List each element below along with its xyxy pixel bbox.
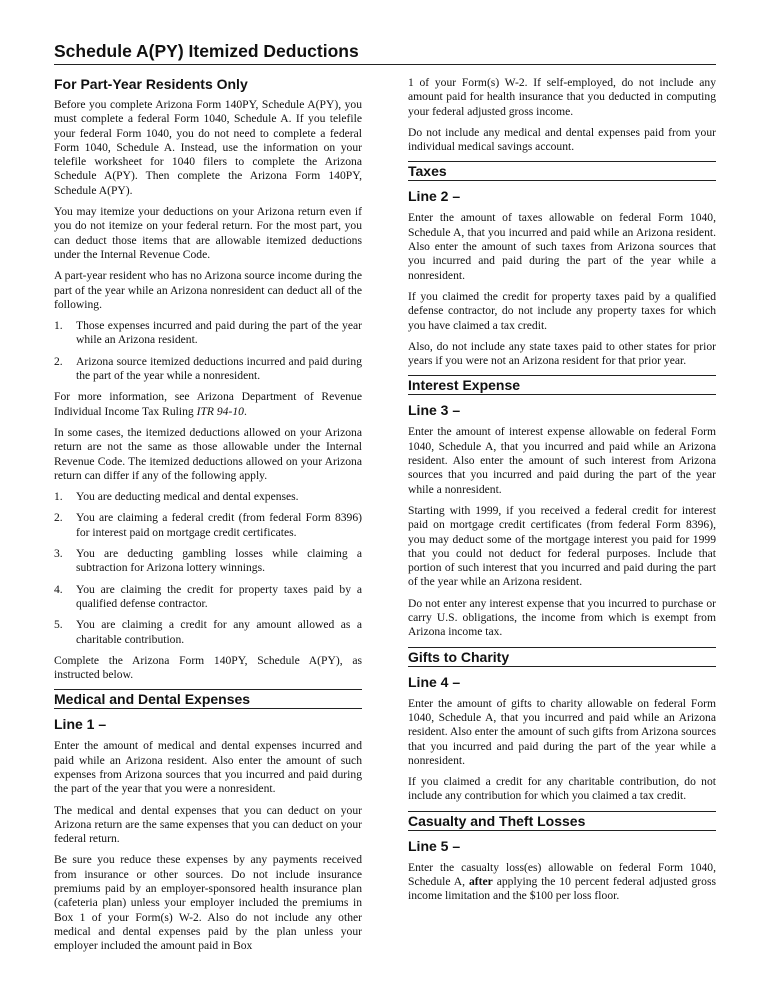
section-heading-medical: Medical and Dental Expenses: [54, 689, 362, 709]
left-column: [54, 76, 362, 961]
line-1-heading: Line 1 –: [54, 716, 107, 733]
line-3-heading: Line 3 –: [408, 402, 461, 419]
list-item: 5. You are claiming a credit for any amount allowed as a charitable contribution.: [54, 618, 362, 646]
document-page: [54, 40, 716, 953]
section-heading-gifts: Gifts to Charity: [408, 647, 716, 667]
deduction-list-2: [54, 490, 362, 647]
medical-continued-2: Do not include any medical and dental expenses paid from your individual medical savings account.: [408, 125, 716, 154]
subtitle: For Part-Year Residents Only: [54, 76, 248, 92]
differences-paragraph: In some cases, the itemized deductions allowed on your Arizona return are not the same as those allowable under the Internal Revenue Code. The itemized deductions allowed on your Arizona return can differ if any of the following apply.: [54, 425, 362, 482]
casualty-paragraph-1: Enter the casualty loss(es) allowable on federal Form 1040, Schedule A, after applying the 10 percent federal adjusted gross income limitation and the $100 per loss floor.: [408, 860, 716, 903]
medical-paragraph-1: Enter the amount of medical and dental expenses incurred and paid while an Arizona resident. Also enter the amount of such expenses from Arizona sources that you incurred and paid during the part of the year that you were a nonresident.: [54, 739, 362, 796]
interest-paragraph-1: Enter the amount of interest expense allowable on federal Form 1040, Schedule A, that you incurred and paid while an Arizona resident. Also enter the amount of such interest from Arizona sources that you incurred and paid during the part of the year while a nonresident.: [408, 425, 716, 496]
medical-paragraph-2: The medical and dental expenses that you can deduct on your Arizona return are the same expenses that you can deduct on your federal return.: [54, 803, 362, 846]
emphasis-after: after: [468, 874, 493, 888]
complete-instruction: Complete the Arizona Form 140PY, Schedule A(PY), as instructed below.: [54, 653, 362, 682]
more-info-paragraph: For more information, see Arizona Department of Revenue Individual Income Tax Ruling ITR 94-10.: [54, 390, 362, 418]
deduction-list-1: [54, 319, 362, 383]
gifts-paragraph-1: Enter the amount of gifts to charity allowable on federal Form 1040, Schedule A, that you incurred and paid while an Arizona resident. Also enter the amount of such gifts from Arizona sources that you incurred and paid during the part of the year while a nonresident.: [408, 696, 716, 767]
line-2-heading: Line 2 –: [408, 188, 461, 205]
two-column-body: [54, 76, 716, 961]
interest-paragraph-2: Starting with 1999, if you received a federal credit for interest paid on mortgage credit certificates (from federal Form 8396), you may deduct some of the mortgage interest you paid for 1999 that you could not deduct for federal purposes. Include that portion of such interest that you incurred and paid during the part of the year while an Arizona resident.: [408, 503, 716, 589]
itemize-paragraph: You may itemize your deductions on your Arizona return even if you do not itemize on your federal return. For the most part, you can deduct those items that are allowable itemized deductions under the Internal Revenue Code.: [54, 205, 362, 261]
right-column: [408, 76, 716, 961]
ruling-reference: ITR 94-10: [196, 404, 244, 418]
line-4-heading: Line 4 –: [408, 673, 461, 690]
list-item: 3. You are deducting gambling losses while claiming a subtraction for Arizona lottery winnings.: [54, 547, 362, 575]
taxes-paragraph-2: If you claimed the credit for property taxes paid by a qualified defense contractor, do not include any property taxes for which you have claimed a tax credit.: [408, 289, 716, 332]
taxes-paragraph-1: Enter the amount of taxes allowable on federal Form 1040, Schedule A, that you incurred and paid while an Arizona resident. Also enter the amount of such taxes from Arizona sources that you incurred and paid during the part of the year while a nonresident.: [408, 211, 716, 282]
gifts-paragraph-2: If you claimed a credit for any charitable contribution, do not include any contribution for which you claimed a tax credit.: [408, 775, 716, 803]
part-year-paragraph: A part-year resident who has no Arizona source income during the part of the year while an Arizona nonresident can deduct all of the following.: [54, 269, 362, 311]
page-title: Schedule A(PY) Itemized Deductions: [54, 40, 716, 65]
list-item: 2. Arizona source itemized deductions incurred and paid during the part of the year while a nonresident.: [54, 354, 362, 383]
line-5-heading: Line 5 –: [408, 837, 461, 854]
section-heading-interest: Interest Expense: [408, 375, 716, 395]
medical-paragraph-3: Be sure you reduce these expenses by any payments received from insurance or other sources. Do not include insurance premiums paid by an employer-sponsored health insurance plan (cafeteria plan) unless your employer included the premiums in Box 1 of your Form(s) W-2. Also do not include any other medical and dental expenses paid by the plan unless your employer included the amount paid in Box: [54, 853, 362, 953]
section-heading-taxes: Taxes: [408, 161, 716, 181]
list-item: 1. Those expenses incurred and paid during the part of the year while an Arizona resident.: [54, 319, 362, 347]
taxes-paragraph-3: Also, do not include any state taxes paid to other states for prior years if you were not an Arizona resident for that prior year.: [408, 339, 716, 368]
medical-continued-1: 1 of your Form(s) W-2. If self-employed, do not include any amount paid for health insurance that you deducted in computing your federal adjusted gross income.: [408, 76, 716, 118]
list-item: 2. You are claiming a federal credit (from federal Form 8396) for interest paid on mortgage credit certificates.: [54, 511, 362, 539]
interest-paragraph-3: Do not enter any interest expense that you incurred to purchase or carry U.S. obligations, the income from which is exempt from Arizona income tax.: [408, 596, 716, 639]
intro-paragraph: Before you complete Arizona Form 140PY, Schedule A(PY), you must complete a federal Form 1040, Schedule A. If you telefile your federal Form 1040, you do not need to complete a federal Form 1040, Schedule A. Instead, use the information on your telefile worksheet for 1040 filers to complete the Arizona Schedule A(PY). Then complete the Arizona Form 140PY, Schedule A(PY).: [54, 98, 362, 197]
list-item: 4. You are claiming the credit for property taxes paid by a qualified defense contractor.: [54, 582, 362, 610]
section-heading-casualty: Casualty and Theft Losses: [408, 811, 716, 831]
list-item: 1. You are deducting medical and dental expenses.: [54, 490, 299, 504]
